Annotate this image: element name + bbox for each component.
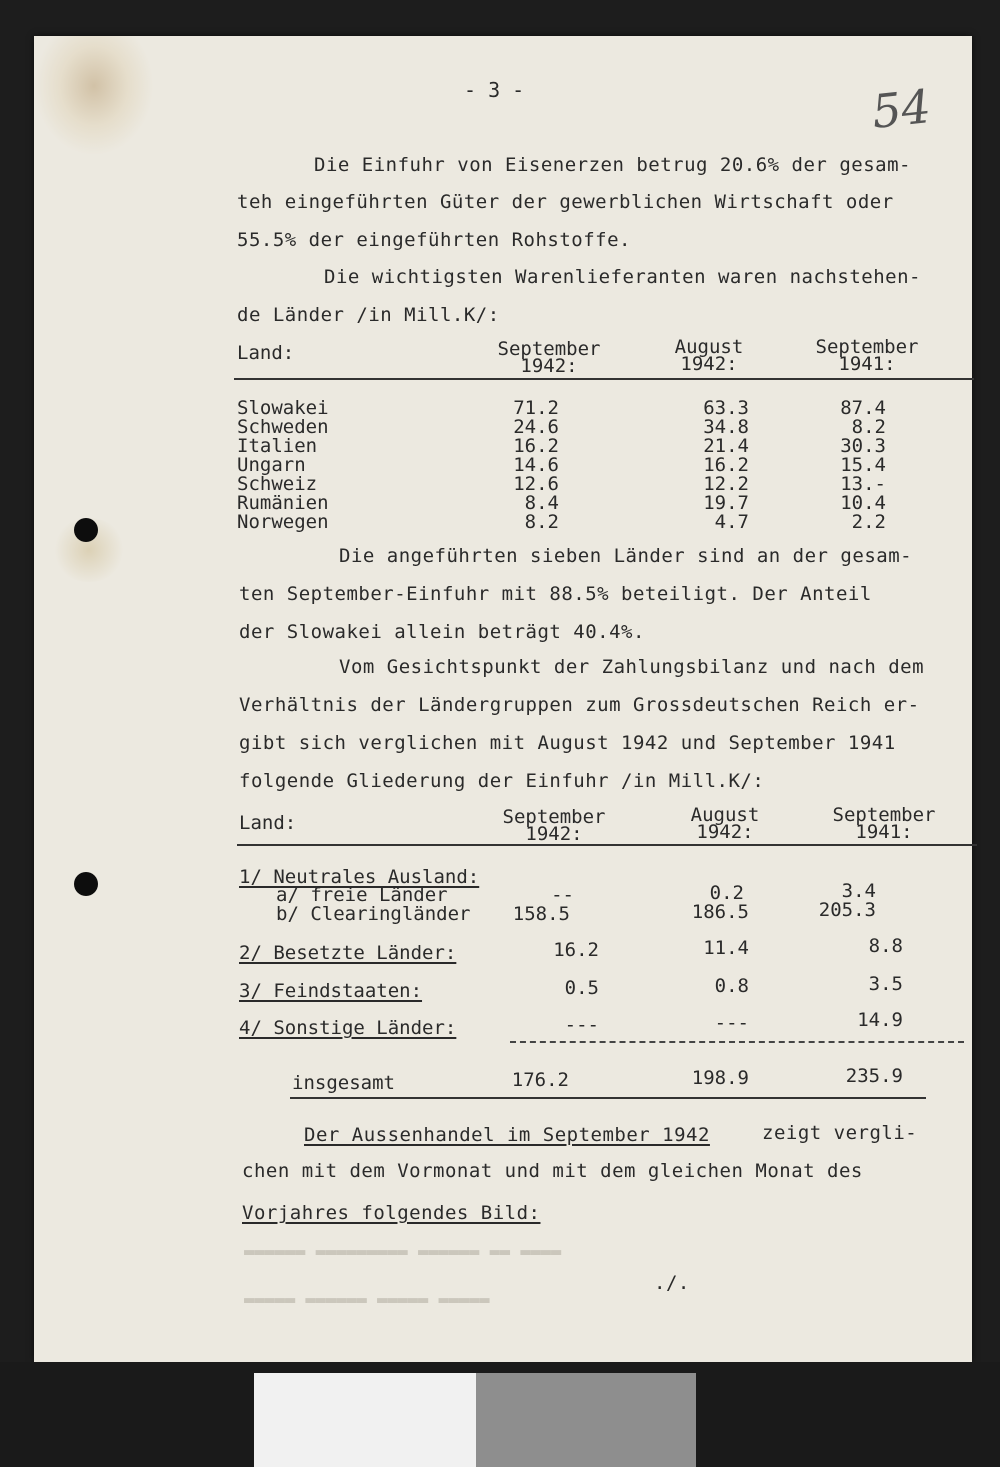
table2-other-sep1941: 14.9: [857, 1009, 903, 1031]
table2-header-rule: [237, 844, 977, 846]
table1-cell-value: 13.-: [840, 473, 886, 495]
table1-cell-value: 21.4: [703, 435, 749, 457]
page-number: - 3 -: [464, 78, 525, 102]
table1-sep1941-column: [826, 399, 886, 532]
table1-cell-land: Schweiz: [237, 473, 318, 495]
table2-enemy-sep1941: 3.5: [868, 973, 903, 995]
table2-neutral-a-sep1941: 3.4: [841, 880, 876, 902]
table2-total-aug1942: 198.9: [691, 1067, 749, 1089]
table1-cell-value: 15.4: [840, 454, 886, 476]
table2-occupied-sep1942: 16.2: [553, 939, 599, 961]
table1-cell-value: 19.7: [703, 492, 749, 514]
table2-group-enemy-label: 3/ Feindstaaten:: [239, 980, 423, 1002]
closing-line-2: chen mit dem Vormonat und mit dem gleichen Monat des: [242, 1160, 863, 1182]
table2-group-neutral-b-label: b/ Clearingländer: [276, 903, 471, 925]
continuation-mark: ./.: [654, 1272, 690, 1294]
table1-cell-land: Norwegen: [237, 511, 329, 533]
table2-header-land: Land:: [239, 812, 297, 834]
table1-cell-value: 4.7: [714, 511, 749, 533]
table2-occupied-sep1941: 8.8: [868, 935, 903, 957]
table1-cell-value: 8.4: [524, 492, 559, 514]
table1-cell-value: 10.4: [840, 492, 886, 514]
table1-cell-value: 2.2: [851, 511, 886, 533]
table1-header-sep1942: September 1942:: [497, 338, 601, 377]
bleed-through-text-2: ▬▬▬▬▬ ▬▬▬▬▬▬ ▬▬▬▬▬ ▬▬▬▬▬: [244, 1290, 490, 1310]
table2-header-aug1942: August 1942:: [690, 804, 760, 843]
table2-total-sep1942: 176.2: [511, 1069, 569, 1091]
table2-group-occupied-label: 2/ Besetzte Länder:: [239, 942, 457, 964]
table2-total-sep1941: 235.9: [845, 1065, 903, 1087]
intro-line-1: Die Einfuhr von Eisenerzen betrug 20.6% der gesam-: [314, 154, 911, 176]
table2-other-aug1942: ---: [714, 1012, 749, 1034]
table1-cell-value: 16.2: [703, 454, 749, 476]
table2-neutral-a-aug1942: 0.2: [709, 882, 744, 904]
table1-cell-value: 87.4: [840, 397, 886, 419]
table2-header-sep1941: September 1941:: [832, 804, 936, 843]
table2-neutral-b-aug1942: 186.5: [691, 901, 749, 923]
table1-cell-value: 63.3: [703, 397, 749, 419]
table1-aug1942-column: [689, 399, 749, 532]
table1-cell-value: 8.2: [524, 511, 559, 533]
table2-group-neutral-label: 1/ Neutrales Ausland:: [239, 866, 480, 888]
table1-cell-land: Italien: [237, 435, 318, 457]
table2-header-sep1942: September 1942:: [502, 806, 606, 845]
table2-other-sep1942: ---: [564, 1014, 599, 1036]
middle-line-6: gibt sich verglichen mit August 1942 und September 1941: [239, 732, 896, 754]
table1-header-rule: [234, 378, 974, 380]
table1-header-sep1941: September 1941:: [815, 336, 919, 375]
middle-line-5: Verhältnis der Ländergruppen zum Grossdeutschen Reich er-: [239, 694, 920, 716]
table2-group-neutral-a-label: a/ freie Länder: [276, 884, 448, 906]
table2-total-label: insgesamt: [292, 1072, 395, 1094]
table2-enemy-aug1942: 0.8: [714, 975, 749, 997]
table1-sep1942-column: [499, 399, 559, 532]
intro-line-5: de Länder /in Mill.K/:: [237, 304, 500, 326]
table1-land-column: [237, 399, 329, 532]
table1-cell-value: 14.6: [513, 454, 559, 476]
punch-hole-bottom: [74, 872, 98, 896]
table1-cell-value: 16.2: [513, 435, 559, 457]
table1-cell-value: 12.6: [513, 473, 559, 495]
middle-line-3: der Slowakei allein beträgt 40.4%.: [239, 621, 645, 643]
intro-line-2: teh eingeführten Güter der gewerblichen Wirtschaft oder: [237, 191, 894, 213]
table2-enemy-sep1942: 0.5: [564, 977, 599, 999]
table2-total-rule: [290, 1097, 926, 1099]
table2-neutral-b-sep1941: 205.3: [818, 899, 876, 921]
middle-line-7: folgende Gliederung der Einfuhr /in Mill.K/:: [239, 770, 765, 792]
table1-cell-value: 12.2: [703, 473, 749, 495]
punch-hole-top: [74, 518, 98, 542]
closing-underlined-text: Der Aussenhandel im September 1942: [304, 1124, 710, 1146]
bleed-through-text: ▬▬▬▬▬▬ ▬▬▬▬▬▬▬▬▬ ▬▬▬▬▬▬ ▬▬ ▬▬▬▬: [244, 1242, 562, 1262]
table1-cell-value: 71.2: [513, 397, 559, 419]
intro-line-3: 55.5% der eingeführten Rohstoffe.: [237, 229, 631, 251]
calibration-card-grey: [476, 1373, 696, 1467]
corner-stain: [34, 36, 154, 156]
table2-occupied-aug1942: 11.4: [703, 937, 749, 959]
handwritten-folio-number: 54: [869, 79, 934, 139]
table1-cell-land: Schweden: [237, 416, 329, 438]
table2-sum-rule: [510, 1041, 964, 1043]
table1-header-aug1942: August 1942:: [674, 336, 744, 375]
table1-header-land: Land:: [237, 342, 295, 364]
middle-line-1: Die angeführten sieben Länder sind an der gesam-: [339, 545, 913, 567]
middle-line-4: Vom Gesichtspunkt der Zahlungsbilanz und nach dem: [339, 656, 925, 678]
table2-group-other-label: 4/ Sonstige Länder:: [239, 1017, 457, 1039]
table1-cell-land: Ungarn: [237, 454, 306, 476]
table2-neutral-a-sep1942: --: [551, 884, 574, 906]
table1-cell-value: 24.6: [513, 416, 559, 438]
table1-cell-value: 34.8: [703, 416, 749, 438]
table1-cell-value: 30.3: [840, 435, 886, 457]
closing-line-3: Vorjahres folgendes Bild:: [242, 1202, 541, 1224]
intro-line-4: Die wichtigsten Warenlieferanten waren nachstehen-: [324, 266, 921, 288]
table1-cell-land: Rumänien: [237, 492, 329, 514]
document-page: [34, 36, 972, 1362]
middle-line-2: ten September-Einfuhr mit 88.5% beteiligt. Der Anteil: [239, 583, 872, 605]
table1-cell-value: 8.2: [851, 416, 886, 438]
closing-line-1-rest: zeigt vergli-: [762, 1122, 918, 1144]
calibration-card-white: [254, 1373, 476, 1467]
table2-neutral-b-sep1942: 158.5: [512, 903, 570, 925]
table1-cell-land: Slowakei: [237, 397, 329, 419]
